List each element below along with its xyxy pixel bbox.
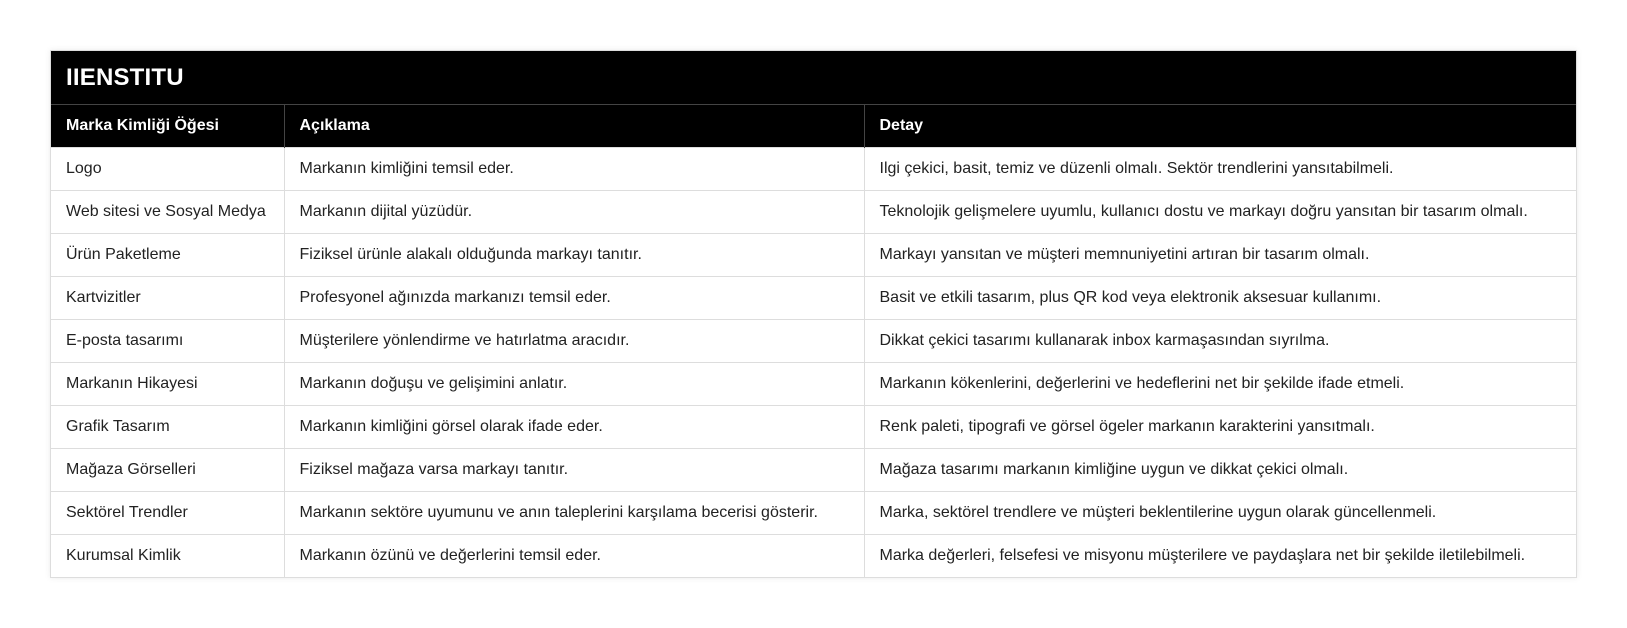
table-cell: Kartvizitler: [51, 277, 284, 320]
table-row: [51, 492, 1576, 535]
table-cell: Logo: [51, 148, 284, 191]
table-cell: Müşterilere yönlendirme ve hatırlatma aracıdır.: [284, 320, 864, 363]
table-title: IIENSTITU: [51, 51, 1576, 105]
table-cell: Web sitesi ve Sosyal Medya: [51, 191, 284, 234]
table-row: [51, 535, 1576, 578]
table-cell: Markanın özünü ve değerlerini temsil eder.: [284, 535, 864, 578]
table-container: [50, 50, 1577, 578]
table-row: [51, 406, 1576, 449]
table-cell: Markayı yansıtan ve müşteri memnuniyetini artıran bir tasarım olmalı.: [864, 234, 1576, 277]
table-cell: Markanın dijital yüzüdür.: [284, 191, 864, 234]
table-header-row: [51, 105, 1576, 148]
table-row: [51, 234, 1576, 277]
table-row: [51, 277, 1576, 320]
table-cell: Markanın kökenlerini, değerlerini ve hedeflerini net bir şekilde ifade etmeli.: [864, 363, 1576, 406]
table-cell: Kurumsal Kimlik: [51, 535, 284, 578]
table-cell: Teknolojik gelişmelere uyumlu, kullanıcı dostu ve markayı doğru yansıtan bir tasarım olmalı.: [864, 191, 1576, 234]
table-cell: Basit ve etkili tasarım, plus QR kod veya elektronik aksesuar kullanımı.: [864, 277, 1576, 320]
table-cell: Markanın kimliğini görsel olarak ifade eder.: [284, 406, 864, 449]
table-cell: Ürün Paketleme: [51, 234, 284, 277]
table-cell: Grafik Tasarım: [51, 406, 284, 449]
table-row: [51, 148, 1576, 191]
table-cell: Markanın doğuşu ve gelişimini anlatır.: [284, 363, 864, 406]
table-cell: Mağaza tasarımı markanın kimliğine uygun ve dikkat çekici olmalı.: [864, 449, 1576, 492]
column-header-detail: Detay: [864, 105, 1576, 148]
column-header-description: Açıklama: [284, 105, 864, 148]
table-row: [51, 320, 1576, 363]
table-cell: Markanın sektöre uyumunu ve anın taleplerini karşılama becerisi gösterir.: [284, 492, 864, 535]
column-header-element: Marka Kimliği Öğesi: [51, 105, 284, 148]
table-cell: Mağaza Görselleri: [51, 449, 284, 492]
table-cell: Fiziksel mağaza varsa markayı tanıtır.: [284, 449, 864, 492]
table-cell: Marka, sektörel trendlere ve müşteri beklentilerine uygun olarak güncellenmeli.: [864, 492, 1576, 535]
table-cell: E-posta tasarımı: [51, 320, 284, 363]
brand-identity-table: [51, 51, 1576, 577]
table-cell: Dikkat çekici tasarımı kullanarak inbox karmaşasından sıyrılma.: [864, 320, 1576, 363]
table-cell: Marka değerleri, felsefesi ve misyonu müşterilere ve paydaşlara net bir şekilde iletilebilmeli.: [864, 535, 1576, 578]
table-row: [51, 363, 1576, 406]
table-row: [51, 191, 1576, 234]
table-cell: Markanın kimliğini temsil eder.: [284, 148, 864, 191]
table-title-row: [51, 51, 1576, 105]
table-cell: Sektörel Trendler: [51, 492, 284, 535]
table-cell: Ilgi çekici, basit, temiz ve düzenli olmalı. Sektör trendlerini yansıtabilmeli.: [864, 148, 1576, 191]
table-cell: Profesyonel ağınızda markanızı temsil eder.: [284, 277, 864, 320]
table-cell: Markanın Hikayesi: [51, 363, 284, 406]
table-cell: Fiziksel ürünle alakalı olduğunda markayı tanıtır.: [284, 234, 864, 277]
table-row: [51, 449, 1576, 492]
table-cell: Renk paleti, tipografi ve görsel ögeler markanın karakterini yansıtmalı.: [864, 406, 1576, 449]
